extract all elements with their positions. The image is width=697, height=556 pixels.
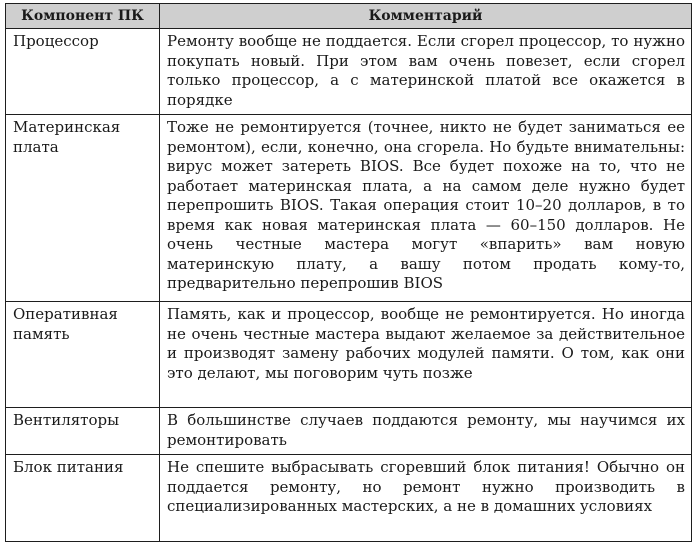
component-cell: Оперативная память [6, 302, 160, 408]
table-row [6, 302, 692, 408]
comment-cell: Память, как и процессор, вообще не ремонтируется. Но иногда не очень честные мастера выдают желаемое за действительное и производят замену рабочих модулей памяти. О том, как они это делают, мы поговорим чуть позже [160, 302, 692, 408]
table-row [6, 408, 692, 455]
document-page [5, 3, 691, 542]
components-table [5, 3, 692, 542]
comment-cell: Не спешите выбрасывать сгоревший блок питания! Обычно он поддается ремонту, но ремонт нужно производить в специализированных мастерских, а не в домашних условиях [160, 455, 692, 542]
comment-cell: Ремонту вообще не поддается. Если сгорел процессор, то нужно покупать новый. При этом вам очень повезет, если сгорел только процессор, а с материнской платой все окажется в порядке [160, 29, 692, 115]
table-header-row [6, 4, 692, 29]
component-cell: Вентиляторы [6, 408, 160, 455]
comment-cell: Тоже не ремонтируется (точнее, никто не будет заниматься ее ремонтом), если, конечно, она сгорела. Но будьте внимательны: вирус может затереть BIOS. Все будет похоже на то, что не работает материнская плата, а на самом деле нужно будет перепрошить BIOS. Такая операция стоит 10–20 долларов, в то время как новая материнская плата — 60–150 долларов. Не очень честные мастера могут «впарить» вам новую материнскую плату, а вашу потом продать кому-то, предварительно перепрошив BIOS [160, 115, 692, 302]
comment-cell: В большинстве случаев поддаются ремонту, мы научимся их ремонтировать [160, 408, 692, 455]
component-cell: Блок питания [6, 455, 160, 542]
table-row [6, 455, 692, 542]
component-cell: Процессор [6, 29, 160, 115]
component-cell: Материнская плата [6, 115, 160, 302]
table-row [6, 29, 692, 115]
header-component: Компонент ПК [6, 4, 160, 29]
table-row [6, 115, 692, 302]
header-comment: Комментарий [160, 4, 692, 29]
